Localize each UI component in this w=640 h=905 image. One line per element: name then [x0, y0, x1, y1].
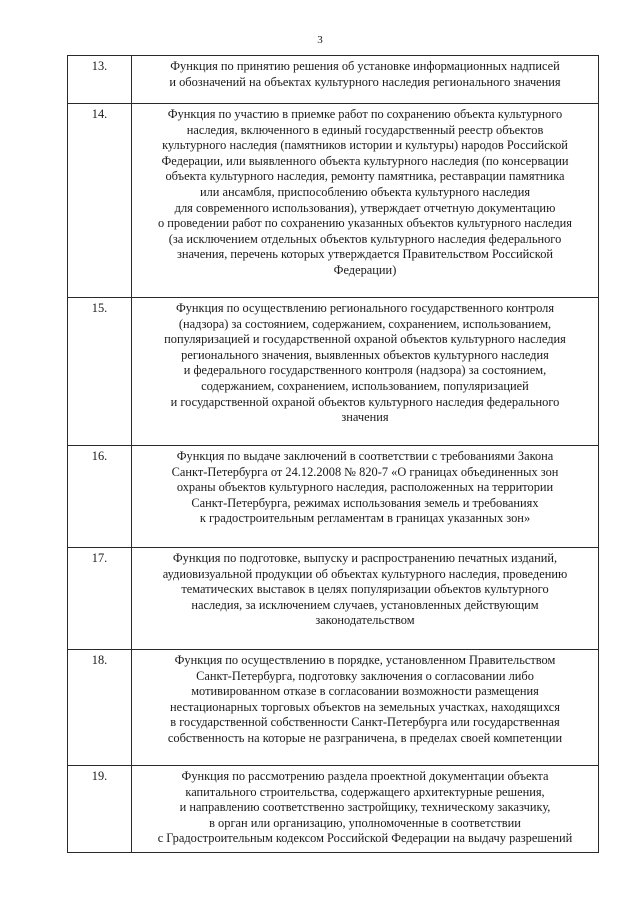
- description-line: и направлению соответственно застройщику, техническому заказчику,: [179, 800, 551, 815]
- description-line: Санкт-Петербурга от 24.12.2008 № 820-7 «О границах объединенных зон: [171, 464, 559, 479]
- function-description: [132, 56, 599, 104]
- description-line: Функция по выдаче заключений в соответствии с требованиями Закона: [176, 449, 554, 463]
- description-line: (надзора) за состоянием, содержанием, сохранением, использованием,: [178, 316, 552, 331]
- description-line: значения: [341, 410, 389, 425]
- description-line: с Градостроительным кодексом Российской Федерации на выдачу разрешений: [157, 831, 573, 846]
- description-line: или ансамбля, приспособлению объекта культурного наследия: [199, 184, 531, 199]
- description-line: и государственной охраной объектов культурного наследия федерального: [170, 394, 560, 409]
- table-row: [68, 446, 599, 548]
- row-number: 19.: [68, 766, 132, 853]
- description-line: и обозначений на объектах культурного наследия регионального значения: [169, 74, 561, 89]
- table-row: [68, 766, 599, 853]
- row-number: 14.: [68, 104, 132, 298]
- row-number: 16.: [68, 446, 132, 548]
- table-row: [68, 104, 599, 298]
- description-line: в государственной собственности Санкт-Петербурга или государственная: [170, 715, 560, 730]
- description-line: Функция по подготовке, выпуску и распространению печатных изданий,: [172, 551, 558, 565]
- function-description: [132, 104, 599, 298]
- function-description: [132, 650, 599, 766]
- function-description: [132, 298, 599, 446]
- description-line: охраны объектов культурного наследия, расположенных на территории: [176, 480, 554, 495]
- description-line: мотивированном отказе в согласовании возможности размещения: [191, 684, 539, 699]
- description-line: Функция по осуществлению в порядке, установленном Правительством: [174, 653, 556, 667]
- description-line: Функция по рассмотрению раздела проектной документации объекта: [181, 769, 549, 783]
- description-line: Санкт-Петербурга, режимах использования земель и требованиях: [191, 495, 539, 510]
- description-line: наследия, за исключением случаев, установленных действующим: [191, 597, 539, 612]
- description-line: значения, перечень которых утверждается Правительством Российской: [176, 247, 554, 262]
- description-line: Федерации): [333, 262, 397, 277]
- description-line: Функция по осуществлению регионального государственного контроля: [175, 301, 555, 315]
- description-line: регионального значения, выявленных объектов культурного наследия: [181, 347, 549, 362]
- table-row: [68, 650, 599, 766]
- description-line: наследия, включенного в единый государственный реестр объектов: [186, 122, 544, 137]
- function-description: [132, 766, 599, 853]
- description-line: Федерации, или выявленного объекта культурного наследия (по консервации: [161, 153, 569, 168]
- description-line: содержанием, сохранением, использованием, популяризацией: [201, 378, 529, 393]
- description-line: капитального строительства, содержащего архитектурные решения,: [185, 784, 545, 799]
- description-line: в орган или организацию, уполномоченные в соответствии: [209, 815, 521, 830]
- description-line: (за исключением отдельных объектов культурного наследия федерального: [168, 231, 562, 246]
- description-line: аудиовизуальной продукции об объектах культурного наследия, проведению: [162, 566, 568, 581]
- description-line: объекта культурного наследия, ремонту памятника, реставрации памятника: [165, 169, 565, 184]
- row-number: 17.: [68, 548, 132, 650]
- description-line: и федерального государственного контроля (надзора) за состоянием,: [183, 363, 547, 378]
- description-line: культурного наследия (памятников истории и культуры) народов Российской: [162, 138, 568, 153]
- description-line: популяризацией и государственной охраной объектов культурного наследия: [164, 332, 566, 347]
- description-line: к градостроительным регламентам в границах указанных зон»: [199, 511, 531, 526]
- functions-table: [67, 55, 599, 853]
- function-description: [132, 548, 599, 650]
- function-description: [132, 446, 599, 548]
- description-line: для современного использования), утверждает отчетную документацию: [174, 200, 556, 215]
- description-line: собственность на которые не разграничена, в пределах своей компетенции: [167, 730, 563, 745]
- table-row: [68, 548, 599, 650]
- row-number: 13.: [68, 56, 132, 104]
- description-line: тематических выставок в целях популяризации объектов культурного: [181, 582, 549, 597]
- row-number: 15.: [68, 298, 132, 446]
- description-line: нестационарных торговых объектов на земельных участках, находящихся: [170, 699, 560, 714]
- description-line: законодательством: [315, 613, 415, 628]
- table-row: [68, 56, 599, 104]
- page-number: 3: [317, 34, 323, 46]
- description-line: о проведении работ по сохранению указанных объектов культурного наследия: [157, 216, 573, 231]
- description-line: Санкт-Петербурга, подготовку заключения о согласовании либо: [196, 668, 534, 683]
- functions-table-body: [68, 56, 599, 853]
- description-line: Функция по участию в приемке работ по сохранению объекта культурного: [167, 107, 563, 121]
- row-number: 18.: [68, 650, 132, 766]
- description-line: Функция по принятию решения об установке информационных надписей: [170, 59, 560, 73]
- table-row: [68, 298, 599, 446]
